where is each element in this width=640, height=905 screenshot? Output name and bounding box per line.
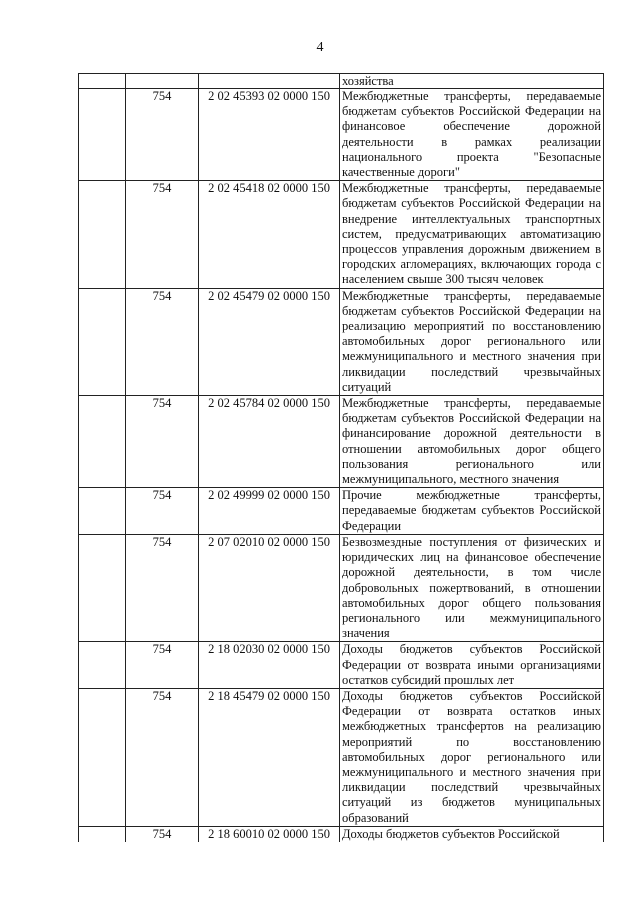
admin-code-cell: 754 — [126, 488, 199, 535]
budget-code-cell: 2 02 49999 02 0000 150 — [199, 488, 340, 535]
table-row — [79, 181, 604, 288]
empty-cell — [79, 826, 126, 842]
description-cell: Межбюджетные трансферты, передаваемые бюджетам субъектов Российской Федерации на реализацию мероприятий по восстановлению автомобильных дорог регионального или межмуниципального и местного значения при ликвидации последствий чрезвычайных ситуаций — [340, 288, 604, 395]
budget-code-cell: 2 18 60010 02 0000 150 — [199, 826, 340, 842]
description-cell: хозяйства — [340, 74, 604, 89]
admin-code-cell: 754 — [126, 181, 199, 288]
admin-code-cell — [126, 74, 199, 89]
table-row — [79, 534, 604, 641]
description-cell: Доходы бюджетов субъектов Российской — [340, 826, 604, 842]
empty-cell — [79, 688, 126, 826]
admin-code-cell: 754 — [126, 688, 199, 826]
admin-code-cell: 754 — [126, 288, 199, 395]
table-row — [79, 488, 604, 535]
description-cell: Безвозмездные поступления от физических и юридических лиц на финансовое обеспечение дорожной деятельности, в том числе добровольных пожертвований, в отношении автомобильных дорог общего пользования регионального или межмуниципального значения — [340, 534, 604, 641]
table-row — [79, 74, 604, 89]
empty-cell — [79, 89, 126, 181]
table-row — [79, 642, 604, 689]
table-row — [79, 826, 604, 842]
budget-code-cell: 2 07 02010 02 0000 150 — [199, 534, 340, 641]
admin-code-cell: 754 — [126, 396, 199, 488]
revenue-classification-table — [78, 73, 604, 842]
budget-code-cell — [199, 74, 340, 89]
table-row — [79, 688, 604, 826]
empty-cell — [79, 396, 126, 488]
admin-code-cell: 754 — [126, 826, 199, 842]
page-number: 4 — [316, 40, 324, 55]
admin-code-cell: 754 — [126, 89, 199, 181]
table-row — [79, 288, 604, 395]
empty-cell — [79, 488, 126, 535]
empty-cell — [79, 74, 126, 89]
description-cell: Межбюджетные трансферты, передаваемые бюджетам субъектов Российской Федерации на финансовое обеспечение дорожной деятельности в рамках реализации национального проекта "Безопасные качественные дороги" — [340, 89, 604, 181]
admin-code-cell: 754 — [126, 642, 199, 689]
description-cell: Межбюджетные трансферты, передаваемые бюджетам субъектов Российской Федерации на внедрение интеллектуальных транспортных систем, предусматривающих автоматизацию процессов управления дорожным движением в городских агломерациях, включающих города с населением свыше 300 тысяч человек — [340, 181, 604, 288]
table-row — [79, 89, 604, 181]
empty-cell — [79, 534, 126, 641]
description-cell: Прочие межбюджетные трансферты, передаваемые бюджетам субъектов Российской Федерации — [340, 488, 604, 535]
empty-cell — [79, 288, 126, 395]
budget-code-cell: 2 18 02030 02 0000 150 — [199, 642, 340, 689]
table-row — [79, 396, 604, 488]
admin-code-cell: 754 — [126, 534, 199, 641]
budget-code-cell: 2 02 45418 02 0000 150 — [199, 181, 340, 288]
budget-code-cell: 2 02 45479 02 0000 150 — [199, 288, 340, 395]
empty-cell — [79, 642, 126, 689]
budget-code-cell: 2 02 45784 02 0000 150 — [199, 396, 340, 488]
budget-code-cell: 2 02 45393 02 0000 150 — [199, 89, 340, 181]
budget-code-cell: 2 18 45479 02 0000 150 — [199, 688, 340, 826]
description-cell: Доходы бюджетов субъектов Российской Федерации от возврата остатков иных межбюджетных трансфертов на реализацию мероприятий по восстановлению автомобильных дорог регионального или межмуниципального и местного значения при ликвидации последствий чрезвычайных ситуаций из бюджетов муниципальных образований — [340, 688, 604, 826]
description-cell: Доходы бюджетов субъектов Российской Федерации от возврата иными организациями остатков субсидий прошлых лет — [340, 642, 604, 689]
empty-cell — [79, 181, 126, 288]
description-cell: Межбюджетные трансферты, передаваемые бюджетам субъектов Российской Федерации на финансирование дорожной деятельности в отношении автомобильных дорог общего пользования регионального или межмуниципального, местного значения — [340, 396, 604, 488]
